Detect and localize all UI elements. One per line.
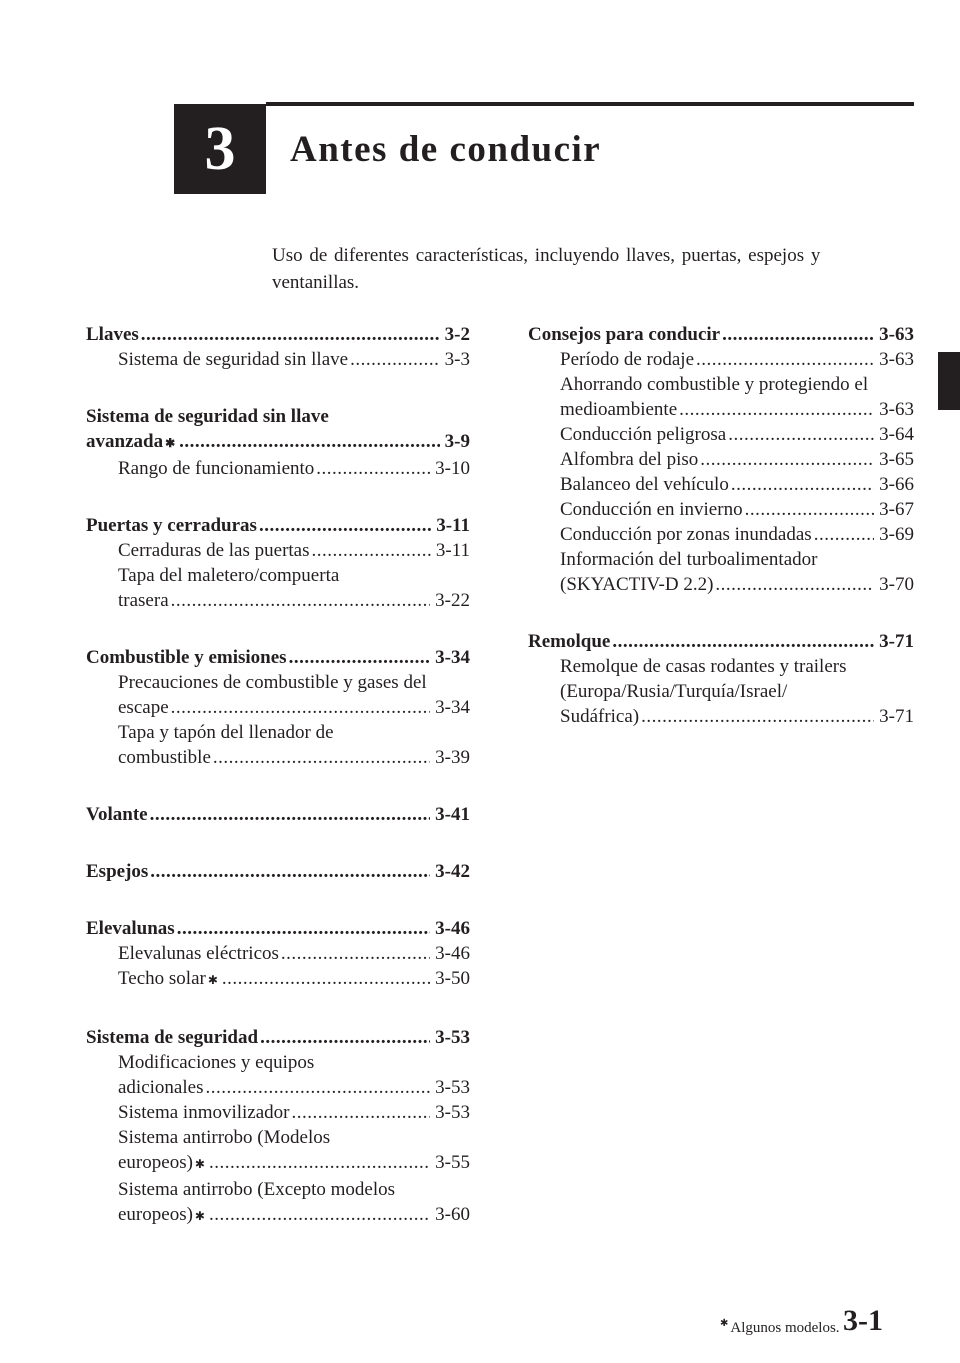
- toc-entry-line[interactable]: [86, 1177, 470, 1202]
- toc-heading-text: Combustible y emisiones: [86, 647, 287, 668]
- asterisk-icon: ✱: [165, 436, 176, 450]
- toc-heading[interactable]: [86, 1025, 470, 1050]
- dot-leader: [289, 645, 431, 670]
- asterisk-icon: ✱: [720, 1318, 729, 1329]
- dot-leader: [745, 497, 875, 522]
- toc-entry-text: escape: [118, 697, 169, 718]
- page-ref: 3-55: [435, 1152, 470, 1173]
- chapter-number-box: [174, 104, 266, 194]
- toc-entry-line[interactable]: [86, 588, 470, 613]
- toc-entry-text: Alfombra del piso: [560, 449, 699, 470]
- toc-entry-text: Rango de funcionamiento: [118, 458, 315, 479]
- dot-leader: [728, 422, 874, 447]
- dot-leader: [612, 629, 874, 654]
- dot-leader: [312, 538, 431, 563]
- toc-heading-text: Sistema de seguridad: [86, 1027, 259, 1048]
- dot-leader: [260, 1025, 430, 1050]
- toc-entry[interactable]: [86, 941, 470, 966]
- footer-note: [718, 1318, 840, 1337]
- toc-entry[interactable]: [86, 456, 470, 481]
- dot-leader: [292, 1100, 431, 1125]
- page-ref: 3-53: [435, 1077, 470, 1098]
- page-ref: 3-10: [435, 458, 470, 479]
- toc-entry[interactable]: [86, 1050, 470, 1100]
- page-ref: 3-70: [879, 574, 914, 595]
- toc-entry-text: Remolque de casas rodantes y trailers: [560, 656, 847, 677]
- toc-entry-line[interactable]: [528, 704, 914, 729]
- toc-entry[interactable]: [86, 563, 470, 613]
- dot-leader: [281, 941, 430, 966]
- page-ref: 3-41: [435, 804, 470, 825]
- page-ref: 3-64: [879, 424, 914, 445]
- toc-entry-text: Conducción por zonas inundadas: [560, 524, 812, 545]
- toc-heading-text: Volante: [86, 804, 148, 825]
- toc-entry-line[interactable]: [86, 745, 470, 770]
- toc-entry-text: Tapa y tapón del llenador de: [118, 722, 334, 743]
- page-ref: 3-11: [435, 540, 470, 561]
- asterisk-icon: ✱: [207, 973, 218, 987]
- toc-section: [86, 645, 470, 770]
- toc-entry-text: europeos): [118, 1204, 193, 1225]
- toc-entry[interactable]: [528, 522, 914, 547]
- chapter-title: Antes de conducir: [290, 129, 602, 170]
- toc-entry-text: Techo solar: [118, 968, 206, 989]
- toc-section: [86, 916, 470, 993]
- dot-leader: [715, 572, 874, 597]
- toc-entry-text: Información del turboalimentador: [560, 549, 818, 570]
- toc-entry-line[interactable]: [86, 966, 470, 993]
- page-ref: 3-63: [879, 399, 914, 420]
- toc-entry-text: combustible: [118, 747, 211, 768]
- toc-heading-text: Espejos: [86, 861, 149, 882]
- toc-entry-line[interactable]: [86, 1050, 470, 1075]
- toc-heading[interactable]: [86, 916, 470, 941]
- dot-leader: [700, 447, 874, 472]
- toc-entry[interactable]: [86, 670, 470, 720]
- toc-entry-text: Sistema inmovilizador: [118, 1102, 290, 1123]
- toc-entry-line[interactable]: [528, 472, 914, 497]
- toc-entry-line[interactable]: [528, 522, 914, 547]
- toc-entry-text: Período de rodaje: [560, 349, 695, 370]
- toc-entry-line[interactable]: [86, 720, 470, 745]
- dot-leader: [171, 695, 431, 720]
- dot-leader: [259, 513, 431, 538]
- toc-entry-text: Balanceo del vehículo: [560, 474, 729, 495]
- toc-entry-line[interactable]: [528, 347, 914, 372]
- toc-entry-text: Ahorrando combustible y protegiendo el: [560, 374, 869, 395]
- toc-section: [86, 859, 470, 884]
- toc-heading[interactable]: [86, 645, 470, 670]
- toc-heading[interactable]: [528, 629, 914, 654]
- toc-heading-line[interactable]: [86, 404, 470, 429]
- toc-entry-text: adicionales: [118, 1077, 204, 1098]
- header-rule: [266, 102, 914, 106]
- dot-leader: [316, 456, 430, 481]
- toc-heading[interactable]: [86, 322, 470, 347]
- toc-entry-line[interactable]: [86, 1202, 470, 1229]
- toc-entry[interactable]: [528, 547, 914, 597]
- dot-leader: [814, 522, 874, 547]
- toc-entry-line[interactable]: [86, 1075, 470, 1100]
- page-ref: 3-42: [435, 861, 470, 882]
- toc-section: [86, 802, 470, 827]
- toc-entry-line[interactable]: [528, 422, 914, 447]
- toc-entry-text: Sistema antirrobo (Excepto modelos: [118, 1179, 396, 1200]
- dot-leader: [722, 322, 874, 347]
- toc-entry-line[interactable]: [528, 547, 914, 572]
- page-ref: 3-11: [436, 515, 470, 536]
- toc-heading[interactable]: [86, 802, 470, 827]
- dot-leader: [171, 588, 431, 613]
- toc-entry-line[interactable]: [86, 670, 470, 695]
- toc-entry-text: Cerraduras de las puertas: [118, 540, 310, 561]
- toc-entry-text: (SKYACTIV-D 2.2): [560, 574, 714, 595]
- toc-entry[interactable]: [86, 1125, 470, 1177]
- page-ref: 3-65: [879, 449, 914, 470]
- toc-entry-text: Tapa del maletero/compuerta: [118, 565, 340, 586]
- toc-heading-text: Sistema de seguridad sin llave: [86, 406, 329, 427]
- page-ref: 3-71: [879, 631, 914, 652]
- dot-leader: [179, 429, 440, 454]
- toc-entry-text: europeos): [118, 1152, 193, 1173]
- toc-entry-line[interactable]: [528, 572, 914, 597]
- toc-heading-text: Puertas y cerraduras: [86, 515, 257, 536]
- toc-entry[interactable]: [86, 720, 470, 770]
- dot-leader: [141, 322, 440, 347]
- toc-entry-line[interactable]: [86, 563, 470, 588]
- toc-entry-line[interactable]: [528, 497, 914, 522]
- toc-entry-line[interactable]: [86, 1150, 470, 1177]
- page-ref: 3-50: [435, 968, 470, 989]
- dot-leader: [205, 1075, 430, 1100]
- toc-entry-text: Sistema de seguridad sin llave: [118, 349, 349, 370]
- dot-leader: [209, 1150, 430, 1175]
- toc-entry-text: Conducción peligrosa: [560, 424, 727, 445]
- page-ref: 3-67: [879, 499, 914, 520]
- toc-entry-line[interactable]: [86, 941, 470, 966]
- toc-entry-text: Conducción en invierno: [560, 499, 743, 520]
- toc-entry-text: Sistema antirrobo (Modelos: [118, 1127, 331, 1148]
- toc-entry[interactable]: [528, 422, 914, 447]
- page-ref: 3-53: [435, 1102, 470, 1123]
- toc-entry[interactable]: [528, 372, 914, 422]
- toc-heading[interactable]: [86, 429, 470, 456]
- toc-entry[interactable]: [86, 1177, 470, 1229]
- toc-entry-text: Sudáfrica): [560, 706, 640, 727]
- toc-entry[interactable]: [86, 1100, 470, 1125]
- toc-entry-line[interactable]: [528, 679, 914, 704]
- toc-column-left: [86, 322, 470, 1261]
- dot-leader: [209, 1202, 430, 1227]
- dot-leader: [731, 472, 874, 497]
- toc-heading-text: avanzada: [86, 431, 164, 452]
- page-ref: 3-53: [435, 1027, 470, 1048]
- toc-entry-text: Precauciones de combustible y gases del: [118, 672, 427, 693]
- toc-heading-text: Remolque: [528, 631, 611, 652]
- toc-entry[interactable]: [86, 538, 470, 563]
- chapter-intro: Uso de diferentes características, incluyendo llaves, puertas, espejos y ventanillas.: [272, 245, 821, 293]
- toc-heading-text: Consejos para conducir: [528, 324, 721, 345]
- toc-entry[interactable]: [528, 447, 914, 472]
- toc-heading-text: Llaves: [86, 324, 139, 345]
- toc-entry-line[interactable]: [86, 1125, 470, 1150]
- page-ref: 3-69: [879, 524, 914, 545]
- dot-leader: [350, 347, 440, 372]
- toc-entry-text: Elevalunas eléctricos: [118, 943, 279, 964]
- toc-entry-line[interactable]: [528, 447, 914, 472]
- toc-entry[interactable]: [528, 654, 914, 729]
- page-ref: 3-9: [444, 431, 470, 452]
- chapter-tab-marker: [938, 352, 960, 410]
- page-ref: 3-22: [435, 590, 470, 611]
- asterisk-icon: ✱: [194, 1157, 205, 1171]
- toc-entry-line[interactable]: [86, 695, 470, 720]
- dot-leader: [177, 916, 430, 941]
- footer-note-text: Algunos modelos.: [730, 1320, 840, 1336]
- page-ref: 3-66: [879, 474, 914, 495]
- toc-heading[interactable]: [86, 859, 470, 884]
- page-ref: 3-71: [879, 706, 914, 727]
- toc-section: [86, 404, 470, 481]
- toc-entry[interactable]: [86, 966, 470, 993]
- toc-heading[interactable]: [528, 322, 914, 347]
- page-ref: 3-46: [435, 943, 470, 964]
- toc-section: [86, 1025, 470, 1229]
- toc-section: [86, 513, 470, 613]
- toc-entry-line[interactable]: [528, 397, 914, 422]
- toc-heading[interactable]: [86, 513, 470, 538]
- toc-section: [528, 629, 914, 729]
- page-ref: 3-63: [879, 324, 914, 345]
- page-ref: 3-39: [435, 747, 470, 768]
- toc-entry-line[interactable]: [528, 372, 914, 397]
- toc-entry-text: (Europa/Rusia/Turquía/Israel/: [560, 681, 788, 702]
- toc-entry-line[interactable]: [86, 538, 470, 563]
- toc-entry[interactable]: [86, 347, 470, 372]
- toc-entry-line[interactable]: [86, 347, 470, 372]
- dot-leader: [213, 745, 430, 770]
- page-ref: 3-2: [444, 324, 470, 345]
- page-ref: 3-63: [879, 349, 914, 370]
- toc-heading-text: Elevalunas: [86, 918, 175, 939]
- toc-entry-text: Modificaciones y equipos: [118, 1052, 315, 1073]
- page-ref: 3-34: [435, 647, 470, 668]
- dot-leader: [150, 802, 431, 827]
- toc-entry[interactable]: [528, 347, 914, 372]
- toc-entry-text: trasera: [118, 590, 169, 611]
- asterisk-icon: ✱: [194, 1209, 205, 1223]
- toc-entry[interactable]: [528, 497, 914, 522]
- page-ref: 3-3: [444, 349, 470, 370]
- page-ref: 3-46: [435, 918, 470, 939]
- dot-leader: [222, 966, 430, 991]
- toc-column-right: [528, 322, 914, 761]
- toc-entry-text: medioambiente: [560, 399, 678, 420]
- toc-entry-line[interactable]: [86, 1100, 470, 1125]
- chapter-number: 3: [204, 115, 236, 183]
- toc-entry-line[interactable]: [528, 654, 914, 679]
- page-ref: 3-34: [435, 697, 470, 718]
- toc-section: [86, 322, 470, 372]
- page-number: 3-1: [843, 1304, 883, 1337]
- dot-leader: [150, 859, 430, 884]
- page-ref: 3-60: [435, 1204, 470, 1225]
- toc-section: [528, 322, 914, 597]
- dot-leader: [679, 397, 874, 422]
- dot-leader: [641, 704, 874, 729]
- toc-entry-line[interactable]: [86, 456, 470, 481]
- dot-leader: [696, 347, 874, 372]
- toc-entry[interactable]: [528, 472, 914, 497]
